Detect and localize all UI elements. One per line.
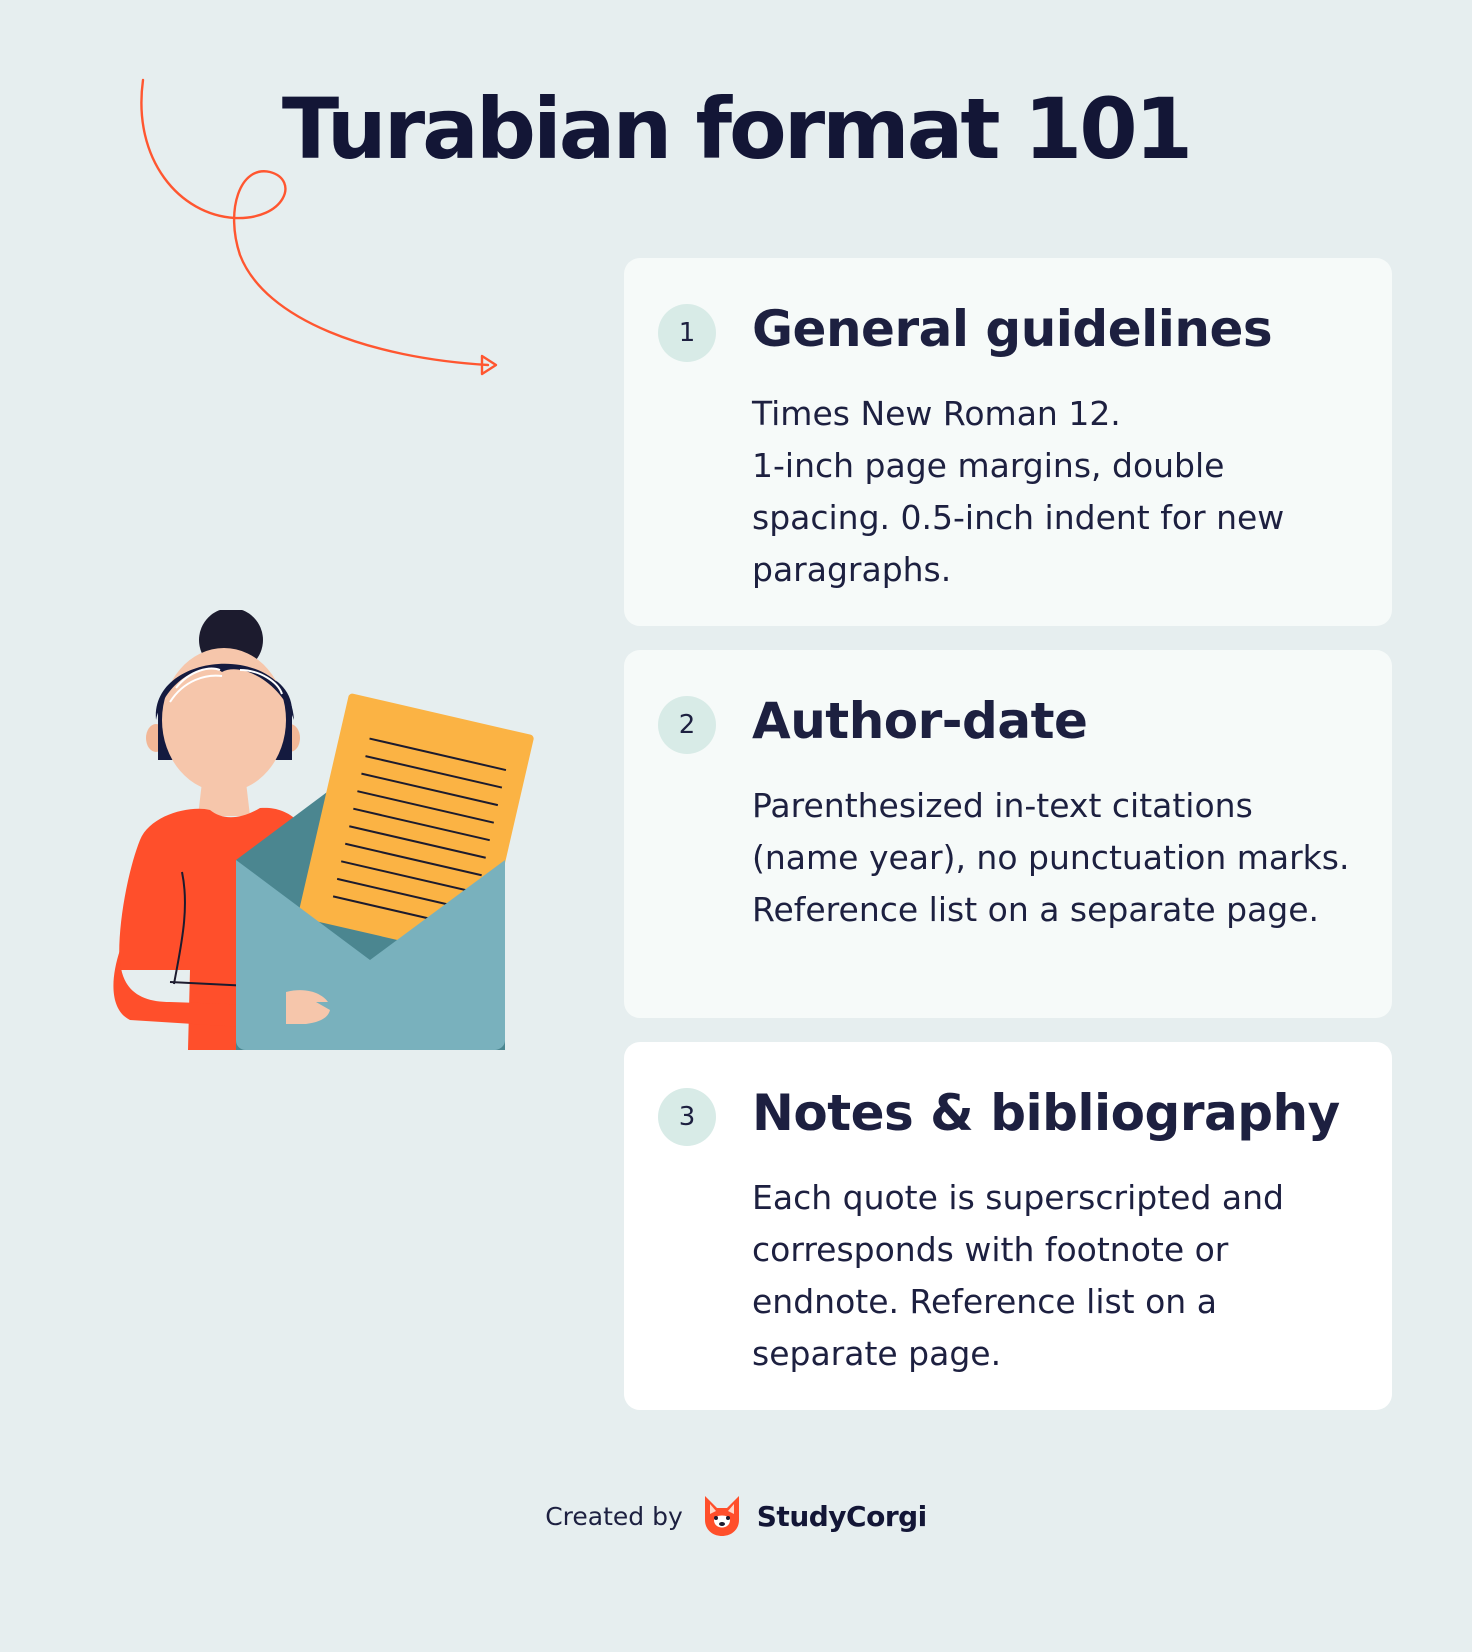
card-number-badge: 1	[658, 304, 716, 362]
card-heading: Author-date	[752, 692, 1088, 750]
card-author-date	[624, 650, 1392, 1018]
woman-with-envelope-illustration	[110, 610, 550, 1060]
created-by-label: Created by	[545, 1501, 683, 1531]
card-number-badge: 3	[658, 1088, 716, 1146]
card-text-line: Each quote is superscripted and corresponds with footnote or endnote. Reference list on a separate page.	[752, 1178, 1284, 1373]
card-general-guidelines	[624, 258, 1392, 626]
card-text-line: Times New Roman 12.	[752, 394, 1121, 433]
card-number-badge: 2	[658, 696, 716, 754]
card-text-line: 1-inch page margins, double spacing. 0.5-inch indent for new paragraphs.	[752, 446, 1285, 589]
card-heading: Notes & bibliography	[752, 1084, 1340, 1142]
card-text	[752, 780, 1362, 936]
card-notes-bibliography	[624, 1042, 1392, 1410]
corgi-logo-icon	[701, 1494, 743, 1538]
swirl-arrow-icon	[0, 0, 520, 400]
page-title: Turabian format 101	[281, 80, 1191, 178]
card-text	[752, 1172, 1362, 1380]
brand-name: StudyCorgi	[756, 1499, 927, 1533]
card-heading: General guidelines	[752, 300, 1273, 358]
footer	[0, 1494, 1472, 1538]
card-text	[752, 388, 1362, 596]
card-text-line: Parenthesized in-text citations (name year), no punctuation marks. Reference list on a separate page.	[752, 786, 1350, 929]
